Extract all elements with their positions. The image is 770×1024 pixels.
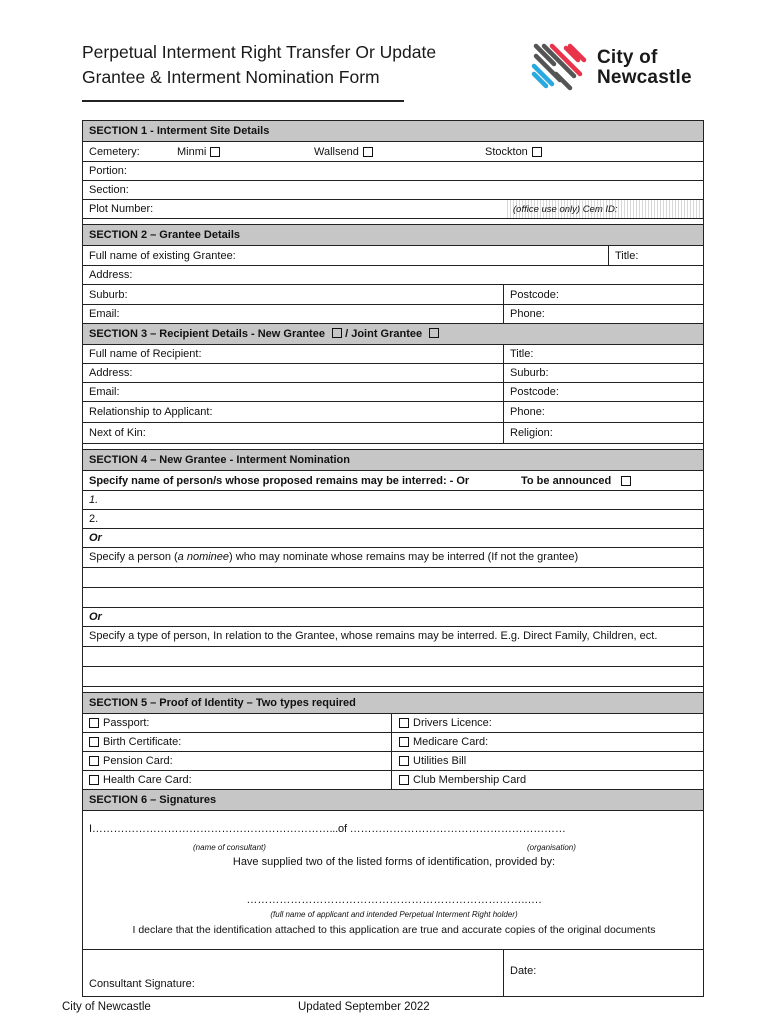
divider [391,733,392,751]
section3-heading-suffix: / Joint Grantee [345,328,423,340]
id-row-2 [83,733,703,752]
to-be-announced-option[interactable] [515,471,631,490]
passport-checkbox[interactable] [89,718,99,728]
grantee-name-label: Full name of existing Grantee: [89,249,236,262]
minmi-label: Minmi [177,145,207,158]
line-2-label: 2. [89,513,99,525]
declaration-block [83,811,703,950]
club-membership-checkbox[interactable] [399,775,409,785]
type-instruction-row [83,627,703,647]
stockton-label: Stockton [485,145,528,158]
recipient-name-label: Full name of Recipient: [89,348,202,360]
medicare-card-checkbox[interactable] [399,737,409,747]
recipient-email-row [83,383,703,402]
logo-line1: City of [597,47,658,68]
declaration-text: I declare that the identification attached to this application are true and accurate copies of the original documents [132,924,656,936]
recipient-phone-label: Phone: [510,406,545,418]
divider [391,771,392,789]
footer-updated-date: Updated September 2022 [298,1001,430,1013]
minmi-checkbox[interactable] [210,147,220,157]
divider [503,950,504,996]
section2-heading: SECTION 2 – Grantee Details [83,225,703,246]
specify-row [83,471,703,491]
nominee-line-1[interactable] [83,491,703,510]
wallsend-label: Wallsend [314,145,359,158]
divider [391,714,392,732]
passport-option[interactable] [83,714,149,732]
joint-grantee-checkbox[interactable] [429,328,439,338]
type-instruction-text: Specify a type of person, In relation to the Grantee, whose remains may be interred. E.g. Direct Family, Children, ect. [89,630,658,642]
health-care-card-option[interactable] [83,771,192,789]
next-of-kin-row [83,423,703,444]
birth-certificate-label: Birth Certificate: [103,736,182,748]
drivers-licence-option[interactable] [393,714,492,732]
to-be-announced-label: To be announced [521,474,612,487]
or-row-2 [83,608,703,627]
grantee-title-label: Title: [615,249,639,262]
nominee-instruction-row [83,548,703,568]
section3-heading [83,324,703,345]
grantee-phone-label: Phone: [510,308,545,320]
supplied-text: Have supplied two of the listed forms of identification, provided by: [232,856,556,868]
form-table [82,120,704,997]
signature-row [83,950,703,996]
id-row-4 [83,771,703,790]
form-title-line1: Perpetual Interment Right Transfer Or Update [82,42,437,62]
passport-label: Passport: [103,717,150,729]
section5-heading: SECTION 5 – Proof of Identity – Two types required [83,693,703,714]
organisation-caption: (organisation) [527,843,576,852]
divider [391,752,392,770]
office-use-label: (office use only) Cem ID: [513,204,618,215]
section1-heading: SECTION 1 - Interment Site Details [83,121,703,142]
section6-heading: SECTION 6 – Signatures [83,790,703,811]
recipient-address-row [83,364,703,383]
relationship-row [83,402,703,423]
section-label: Section: [89,184,129,196]
section3-heading-prefix: SECTION 3 – Recipient Details - New Grantee [89,328,325,340]
cemetery-label: Cemetery: [89,145,140,158]
club-membership-option[interactable] [393,771,526,789]
utilities-bill-checkbox[interactable] [399,756,409,766]
applicant-line[interactable]: …………………………………………………………………..…. [246,894,542,906]
grantee-suburb-label: Suburb: [89,288,128,301]
logo-wordmark [597,48,692,88]
nominee-text-post: ) who may nominate whose remains may be interred (If not the grantee) [229,551,579,563]
form-title [82,40,436,90]
consultant-signature-label[interactable]: Consultant Signature: [89,978,195,990]
line-1-label: 1. [89,494,99,506]
to-be-announced-checkbox[interactable] [621,476,631,486]
form-title-line2: Grantee & Interment Nomination Form [82,67,380,87]
id-row-3 [83,752,703,771]
footer-organisation: City of Newcastle [62,1001,151,1013]
grantee-email-label: Email: [89,308,120,320]
name-of-consultant-caption: (name of consultant) [193,843,266,852]
specify-text: Specify name of person/s whose proposed remains may be interred: - Or [89,474,470,487]
minmi-option[interactable] [171,142,220,161]
recipient-name-row [83,345,703,364]
or-label-1: Or [89,532,102,544]
or-label-2: Or [89,611,102,623]
religion-label: Religion: [510,427,553,439]
drivers-licence-label: Drivers Licence: [413,717,492,729]
nominee-line-2[interactable] [83,510,703,529]
grantee-email-row [83,305,703,324]
id-row-1 [83,714,703,733]
next-of-kin-label: Next of Kin: [89,427,146,439]
wallsend-checkbox[interactable] [363,147,373,157]
date-label[interactable]: Date: [510,965,537,977]
portion-label: Portion: [89,165,127,177]
portion-row[interactable] [83,162,703,181]
nominee-word: a nominee [177,551,230,563]
consultant-line[interactable]: I…………………………………………………………...of …………………………………………………… [89,823,566,835]
applicant-caption: (full name of applicant and intended Perpetual Interment Right holder) [270,910,518,919]
medicare-card-option[interactable] [393,733,488,751]
wallsend-option[interactable] [308,142,373,161]
nominee-text-pre: Specify a person ( [89,551,178,563]
grantee-address-row[interactable] [83,266,703,285]
type-entry-line-1[interactable] [83,647,703,667]
logo-line2: Newcastle [597,67,692,88]
recipient-email-label: Email: [89,386,120,398]
grantee-name-row [83,246,703,266]
birth-certificate-checkbox[interactable] [89,737,99,747]
recipient-address-label: Address: [89,367,133,379]
medicare-card-label: Medicare Card: [413,736,489,748]
type-entry-line-2[interactable] [83,667,703,687]
nominee-entry-line-1[interactable] [83,568,703,588]
recipient-postcode-label: Postcode: [510,386,559,398]
new-grantee-checkbox[interactable] [332,328,342,338]
office-use-cell [507,200,703,218]
utilities-bill-option[interactable] [393,752,466,770]
title-underline [82,100,404,102]
stockton-checkbox[interactable] [532,147,542,157]
cemetery-row [83,142,703,162]
stockton-option[interactable] [479,142,542,161]
plot-label: Plot Number: [89,203,154,215]
section-row[interactable] [83,181,703,200]
pension-card-checkbox[interactable] [89,756,99,766]
grantee-postcode-label: Postcode: [510,288,559,301]
recipient-suburb-label: Suburb: [510,367,549,379]
pension-card-label: Pension Card: [103,755,173,767]
grantee-suburb-row [83,285,703,305]
nominee-entry-line-2[interactable] [83,588,703,608]
grantee-address-label: Address: [89,269,133,281]
health-care-card-label: Health Care Card: [103,774,192,786]
relationship-label: Relationship to Applicant: [89,406,213,418]
logo-mark-icon [530,40,594,96]
birth-certificate-option[interactable] [83,733,181,751]
health-care-card-checkbox[interactable] [89,775,99,785]
utilities-bill-label: Utilities Bill [413,755,467,767]
or-row-1 [83,529,703,548]
section4-heading: SECTION 4 – New Grantee - Interment Nomination [83,450,703,471]
pension-card-option[interactable] [83,752,173,770]
plot-row [83,200,703,219]
drivers-licence-checkbox[interactable] [399,718,409,728]
city-of-newcastle-logo [530,40,710,96]
club-membership-label: Club Membership Card [413,774,527,786]
recipient-title-label: Title: [510,348,534,360]
